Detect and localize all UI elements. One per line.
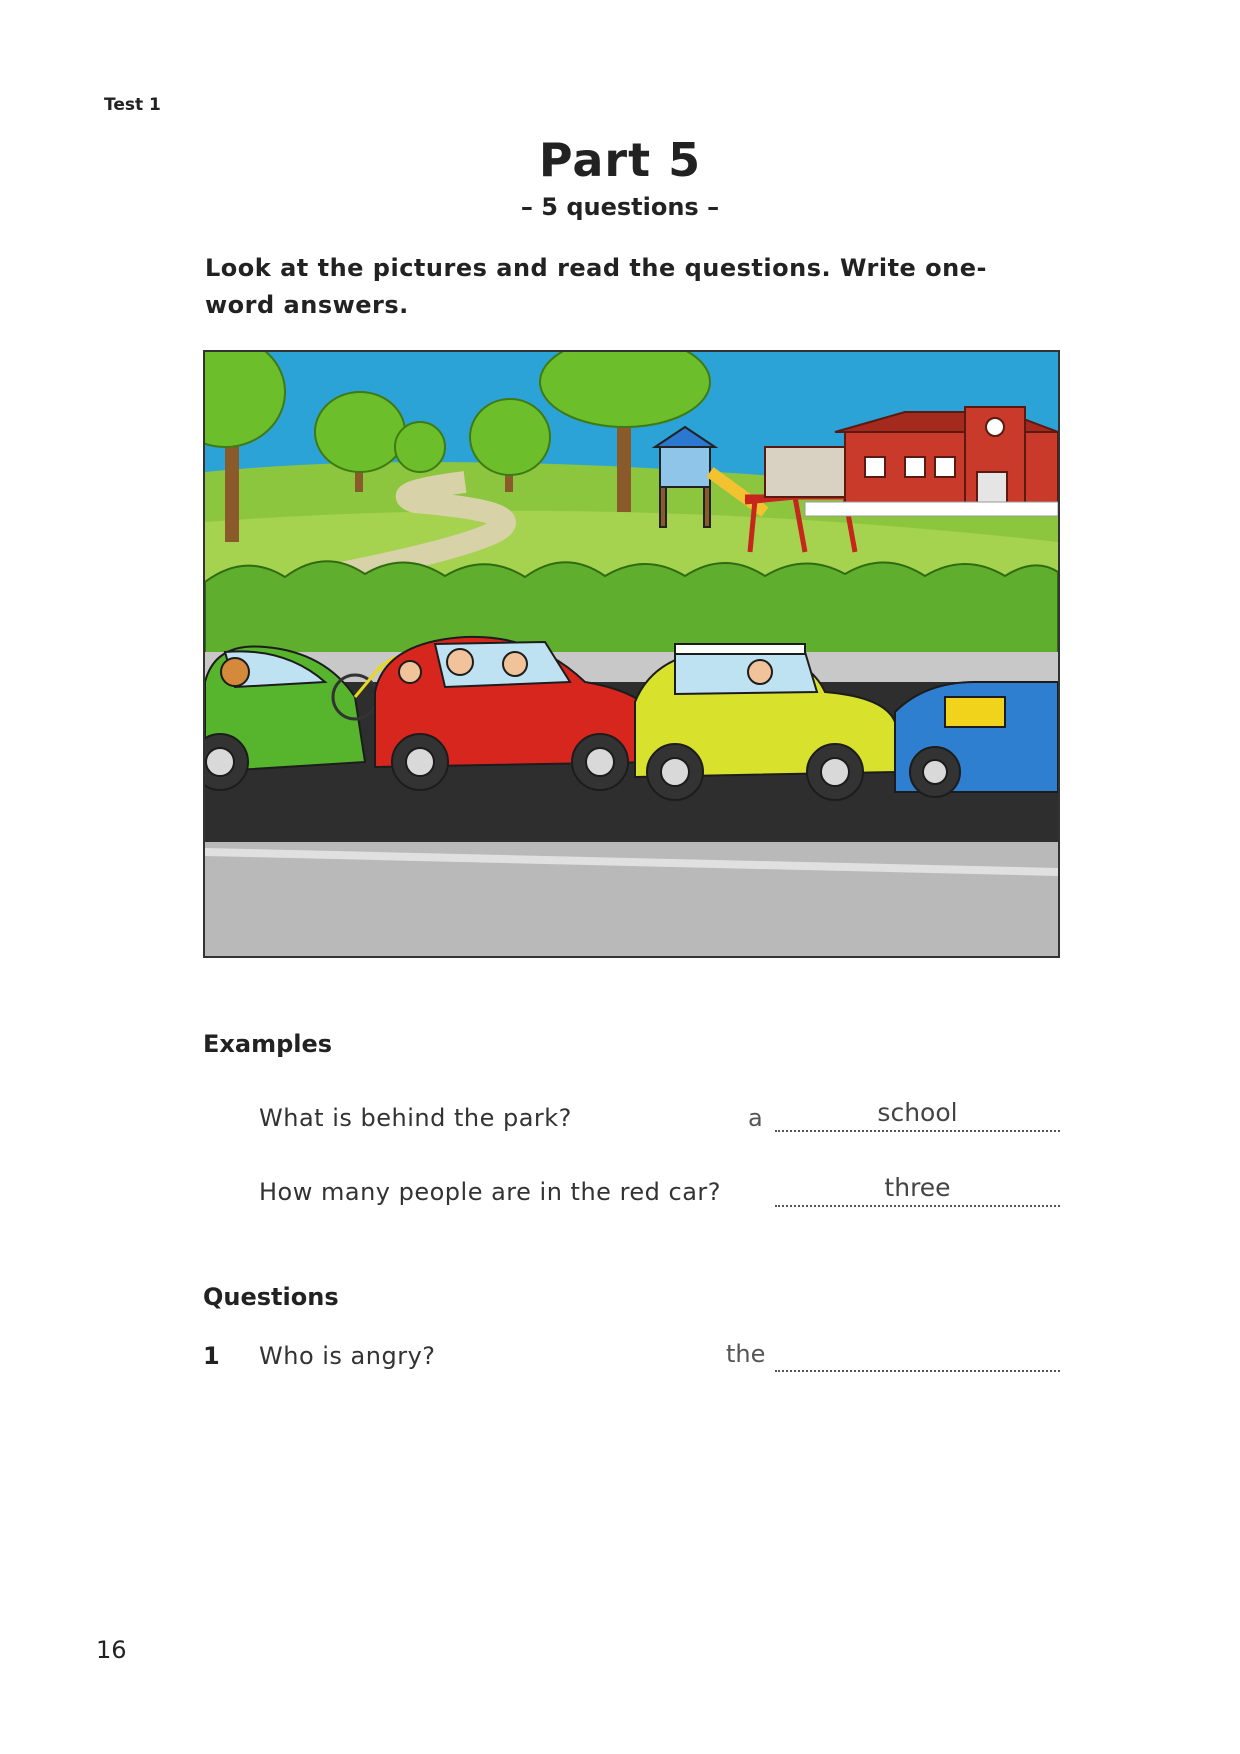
example-question: What is behind the park? bbox=[259, 1104, 572, 1132]
park-street-scene bbox=[205, 352, 1058, 956]
example-answer: three bbox=[884, 1173, 951, 1202]
part-subtitle: – 5 questions – bbox=[520, 193, 720, 221]
answer-line[interactable] bbox=[775, 1370, 1060, 1372]
example-question: How many people are in the red car? bbox=[259, 1178, 722, 1206]
answer-prefix: the bbox=[726, 1340, 766, 1368]
questions-heading: Questions bbox=[203, 1283, 339, 1311]
test-label: Test 1 bbox=[104, 95, 161, 115]
part-title: Part 5 bbox=[538, 133, 702, 187]
answer-prefix: a bbox=[748, 1104, 763, 1132]
answer-line bbox=[775, 1205, 1060, 1207]
question-text: Who is angry? bbox=[259, 1342, 436, 1370]
scene-illustration bbox=[203, 350, 1060, 958]
blue-car bbox=[895, 682, 1058, 797]
examples-heading: Examples bbox=[203, 1030, 333, 1058]
page-number: 16 bbox=[96, 1636, 127, 1664]
instructions: Look at the pictures and read the questions. Write one-word answers. bbox=[205, 254, 987, 319]
question-number: 1 bbox=[203, 1342, 220, 1370]
answer-line bbox=[775, 1130, 1060, 1132]
example-answer: school bbox=[877, 1098, 958, 1127]
